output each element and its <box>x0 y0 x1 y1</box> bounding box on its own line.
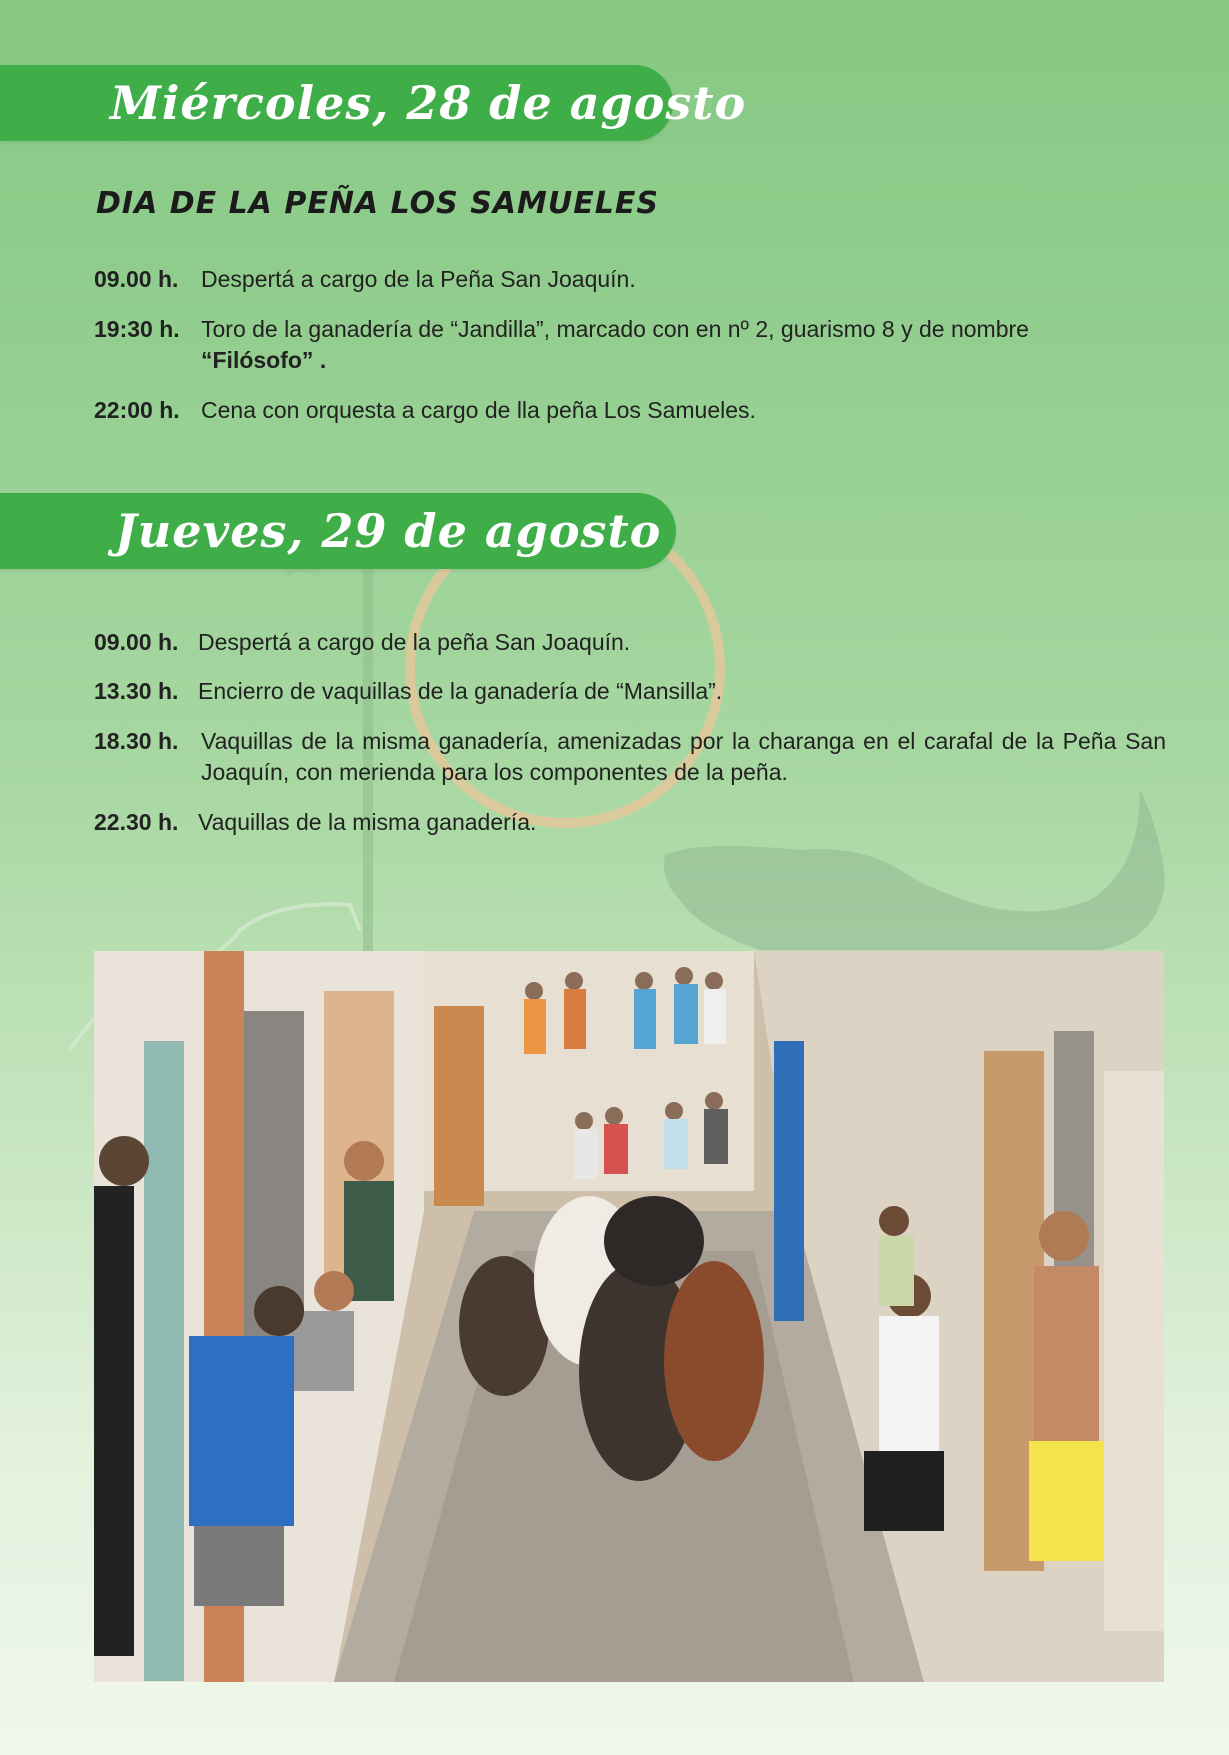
event-item <box>94 314 1166 376</box>
event-time: 18.30 h. <box>94 728 179 754</box>
section-heading: DIA DE LA PEÑA LOS SAMUELES <box>96 186 659 221</box>
event-item <box>94 627 1166 658</box>
bull-name: “Filósofo” . <box>201 347 327 373</box>
event-time: 09.00 h. <box>94 266 179 292</box>
day-title: Jueves, 29 de agosto <box>115 504 662 558</box>
event-description: Despertá a cargo de la Peña San Joaquín. <box>201 266 636 292</box>
event-description: Vaquillas de la misma ganadería, amenizadas por la charanga en el carafal de la Peña San Joaquín, con merienda para los componentes de la peña. <box>201 728 1166 785</box>
day-banner-thursday <box>0 493 676 569</box>
event-description: Cena con orquesta a cargo de lla peña Los Samueles. <box>201 397 756 423</box>
event-time: 13.30 h. <box>94 678 179 704</box>
event-item <box>94 807 1166 838</box>
event-item <box>94 676 1166 707</box>
event-description: Despertá a cargo de la peña San Joaquín. <box>198 629 631 655</box>
event-time: 22:00 h. <box>94 397 180 423</box>
day-title: Miércoles, 28 de agosto <box>110 76 747 130</box>
event-time: 22.30 h. <box>94 809 179 835</box>
event-description: Encierro de vaquillas de la ganadería de “Mansilla”. <box>198 678 723 704</box>
event-description: Toro de la ganadería de “Jandilla”, marcado con en nº 2, guarismo 8 y de nombre “Filósofo” . <box>201 316 1029 373</box>
photo-illustration <box>94 951 1164 1682</box>
day-banner-wednesday <box>0 65 747 141</box>
event-item <box>94 726 1166 788</box>
event-item <box>94 264 1166 295</box>
event-time: 19:30 h. <box>94 316 180 342</box>
event-description: Vaquillas de la misma ganadería. <box>198 809 537 835</box>
bull-run-photo <box>94 951 1164 1682</box>
event-item <box>94 395 1166 426</box>
event-time: 09.00 h. <box>94 629 179 655</box>
